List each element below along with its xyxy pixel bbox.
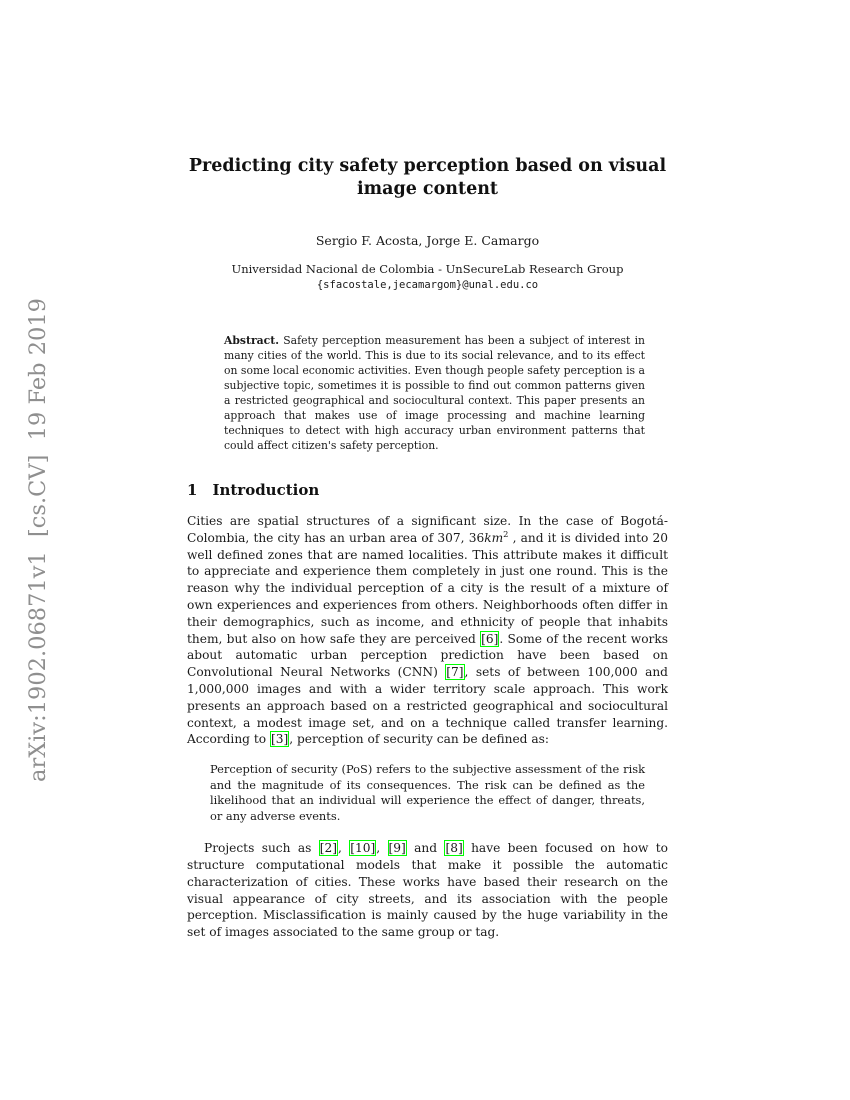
paper-authors: Sergio F. Acosta, Jorge E. Camargo xyxy=(315,233,540,248)
definition-quote: Perception of security (PoS) refers to the subjective assessment of the risk and the magnitude of its consequences. The risk can be defined as the likelihood that an individual will experience the effect of danger, threats, or any adverse events. xyxy=(210,762,645,823)
arxiv-watermark: arXiv:1902.06871v1 [cs.CV] 19 Feb 2019 xyxy=(25,298,51,782)
section-title: Introduction xyxy=(212,481,320,499)
paper-page-content xyxy=(187,0,668,941)
citation-3[interactable]: [3] xyxy=(270,732,289,747)
paper-email: {sfacostale,jecamargom}@unal.edu.co xyxy=(316,279,539,291)
paper-affiliation: Universidad Nacional de Colombia - UnSecureLab Research Group xyxy=(231,262,624,276)
intro-paragraph-1: Cities are spatial structures of a significant size. In the case of Bogotá-Colombia, the city has an urban area of 307, $36km^2$ , and it is divided into 20 well defined zones that are named localities. This attribute makes it difficult to appreciate and experience them completely in just one round. This is the reason why the individual perception of a city is the result of a mixture of own experiences and experiences from others. Neighborhoods often differ in their demographics, such as income, and ethnicity of people that inhabits them, but also on how safe they are perceived [6]. Some of the recent works about automatic urban perception prediction have been based on Convolutional Neural Networks (CNN) [7], sets of between 100,000 and 1,000,000 images and with a wider territory scale approach. This work presents an approach based on a restricted geographical and sociocultural context, a modest image set, and on a technique called transfer learning. According to [3], perception of security can be defined as: xyxy=(187,514,668,747)
abstract-label: Abstract. xyxy=(224,334,279,347)
citation-6[interactable]: [6] xyxy=(481,631,499,646)
abstract-text: Safety perception measurement has been a subject of interest in many cities of the world. This is due to its social relevance, and to its effect on some local economic activities. Even though people safety perception is a subjective topic, sometimes it is possible to find out common patterns given a restricted geographical and sociocultural context. This paper presents an approach that makes use of image processing and machine learning techniques to detect with high accuracy urban environment patterns that could affect citizen's safety perception. xyxy=(224,334,645,452)
intro-paragraph-2: Projects such as [2], [10], [9] and [8] have been focused on how to structure computational models that make it possible the automatic characterization of cities. These works have based their research on the visual appearance of city streets, and its association with the people perception. Misclassification is mainly caused by the huge variability in the set of images associated to the same group or tag. xyxy=(187,841,669,940)
abstract-block xyxy=(224,333,645,453)
citation-10[interactable]: [10] xyxy=(350,841,376,856)
section-number: 1 xyxy=(187,481,198,499)
section-heading-introduction xyxy=(187,480,668,500)
citation-8[interactable]: [8] xyxy=(445,841,463,856)
math-italic: km xyxy=(484,530,504,545)
superscript: 2 xyxy=(503,528,509,539)
citation-7[interactable]: [7] xyxy=(446,665,464,680)
citation-2[interactable]: [2] xyxy=(319,841,337,856)
citation-9[interactable]: [9] xyxy=(388,841,406,856)
paper-title: Predicting city safety perception based on visual image content xyxy=(188,156,667,199)
